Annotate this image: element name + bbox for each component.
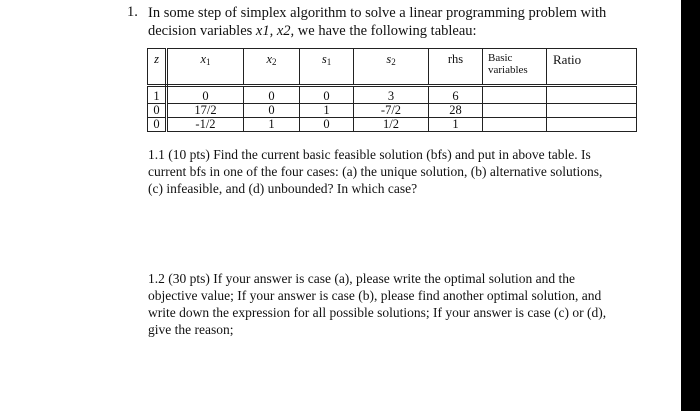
cell-z: 0 [148, 118, 167, 132]
table-row [148, 104, 637, 118]
cell-s1: 0 [300, 118, 354, 132]
header-ratio: Ratio [547, 49, 637, 86]
question-intro [148, 4, 618, 40]
cell-ratio [547, 104, 637, 118]
cell-x2: 1 [244, 118, 300, 132]
cell-x1: 17/2 [167, 104, 244, 118]
question-intro-prefix: decision variables [148, 23, 253, 39]
simplex-tableau [147, 48, 637, 132]
cell-x1: 0 [167, 86, 244, 104]
cell-s1: 0 [300, 86, 354, 104]
cell-basic [483, 104, 547, 118]
cell-s2: 1/2 [354, 118, 429, 132]
decision-variables: x1, x2, [255, 23, 295, 39]
cell-ratio [547, 86, 637, 104]
table-row [148, 86, 637, 104]
cell-s2: 3 [354, 86, 429, 104]
cell-rhs: 1 [429, 118, 483, 132]
cell-x1: -1/2 [167, 118, 244, 132]
question-intro-suffix: we have the following tableau: [297, 23, 477, 39]
cell-s2: -7/2 [354, 104, 429, 118]
cell-rhs: 6 [429, 86, 483, 104]
cell-x2: 0 [244, 86, 300, 104]
cell-rhs: 28 [429, 104, 483, 118]
table-row [148, 118, 637, 132]
cell-basic [483, 118, 547, 132]
cell-z: 1 [148, 86, 167, 104]
cell-s1: 1 [300, 104, 354, 118]
header-s1: $s_1$ [300, 49, 354, 86]
header-z: z [148, 49, 167, 86]
tableau-header-row [148, 49, 637, 86]
part-2-question: 1.2 (30 pts) If your answer is case (a), please write the optimal solution and the objective value; If your answer is case (b), please find another optimal solution, and write down the expression for all possible solutions; If your answer is case (c) or (d), give the reason; [148, 271, 607, 337]
question-intro-line1: In some step of simplex algorithm to solve a linear programming problem with [148, 5, 607, 21]
cell-x2: 0 [244, 104, 300, 118]
header-x2: $x_2$ [244, 49, 300, 86]
cell-ratio [547, 118, 637, 132]
header-basic-variables: Basic variables [483, 49, 547, 86]
part-1-question: 1.1 (10 pts) Find the current basic feasible solution (bfs) and put in above table. Is current bfs in one of the four cases: (a) the unique solution, (b) alternative solutions, (c) infeasible, and (d) unbounded? In which case? [148, 147, 603, 196]
cell-basic [483, 86, 547, 104]
cell-z: 0 [148, 104, 167, 118]
header-s2: $s_2$ [354, 49, 429, 86]
header-x1: $x_1$ [167, 49, 244, 86]
header-rhs: rhs [429, 49, 483, 86]
question-number: 1. [127, 4, 138, 20]
